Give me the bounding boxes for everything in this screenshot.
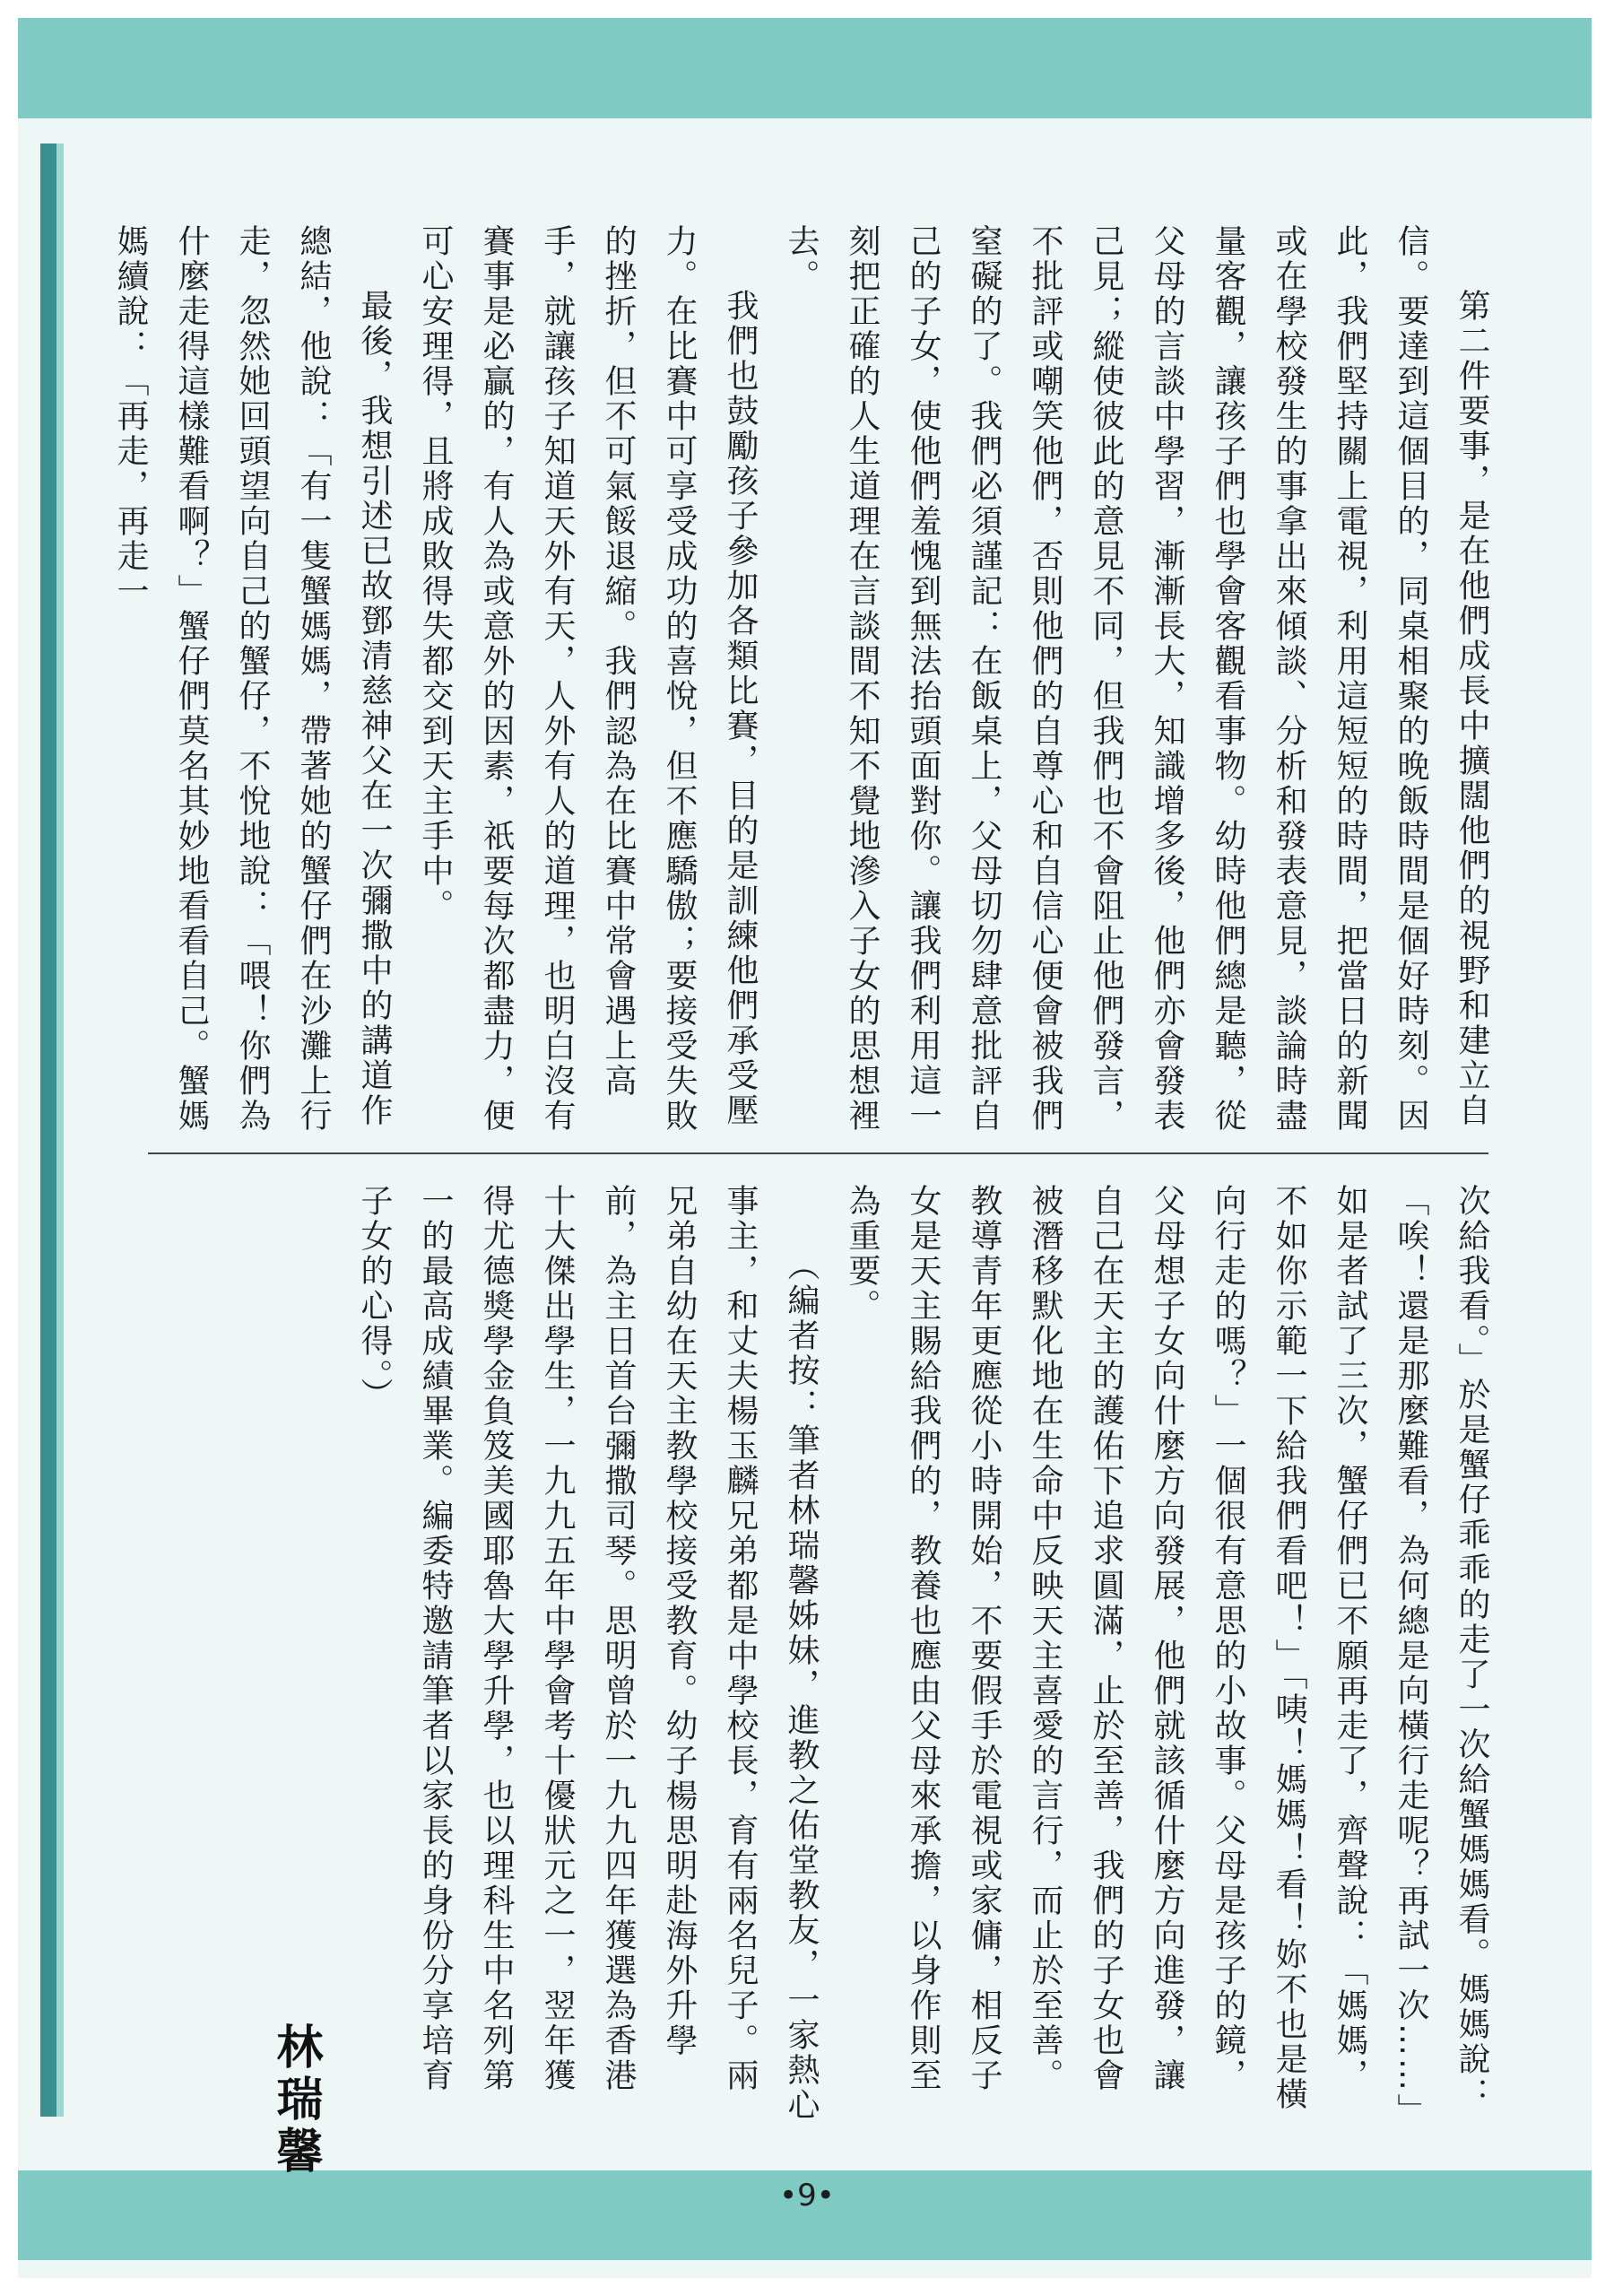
article-upper-column (100, 224, 1502, 1139)
article-paragraph: 我們也鼓勵孩子參加各類比賽，目的是訓練他們承受壓力。在比賽中可享受成功的喜悅，但不應驕傲；要接受失敗的挫折，但不可氣餒退縮。我們認為在比賽中常會遇上高手，就讓孩子知道天外有天，人外有人的道理，也明白沒有賽事是必贏的，有人為或意外的因素，祇要每次都盡力，便可心安理得，且將成敗得失都交到天主手中。 (417, 224, 759, 1134)
left-accent-bar (40, 144, 56, 2117)
article-paragraph: 次給我看。」於是蟹仔乖乖的走了一次給蟹媽媽看。媽媽說：「唉！還是那麼難看，為何總是向橫行走呢？再試一次……」如是者試了三次，蟹仔們已不願再走了，齊聲說：「媽媽，不如你示範一下給我們看吧！」「咦！媽媽！看！妳不也是橫向行走的嗎？」一個很有意思的小故事。父母是孩子的鏡，父母想子女向什麼方向發展，他們就該循什麼方向進發，讓自己在天主的護佑下追求圓滿，止於至善，我們的子女也會被潛移默化地在生命中反映天主喜愛的言行，而止於至善。教導青年更應從小時開始，不要假手於電視或家傭，相反子女是天主賜給我們的，教養也應由父母來承擔，以身作則至為重要。 (844, 1184, 1490, 2112)
page-number: •9• (779, 2178, 835, 2213)
article-paragraph: 第二件要事，是在他們成長中擴闊他們的視野和建立自信。要達到這個目的，同桌相聚的晚飯時間是個好時刻。因此，我們堅持關上電視，利用這短短的時間，把當日的新聞或在學校發生的事拿出來傾談、分析和發表意見，談論時盡量客觀，讓孩子們也學會客觀看事物。幼時他們總是聽，從父母的言談中學習，漸漸長大，知識增多後，他們亦會發表己見；縱使彼此的意見不同，但我們也不會阻止他們發言，不批評或嘲笑他們，否則他們的自尊心和自信心便會被我們窒礙的了。我們必須謹記：在飯桌上，父母切勿肆意批評自己的子女，使他們羞愧到無法抬頭面對你。讓我們利用這一刻把正確的人生道理在言談間不知不覺地滲入子女的思想裡去。 (783, 224, 1490, 1134)
author-signature: 林瑞馨 (268, 2022, 323, 2179)
left-accent-bar-light (56, 144, 64, 2117)
article-paragraph: 最後，我想引述已故鄧清慈神父在一次彌撒中的講道作總結，他說：「有一隻蟹媽媽，帶著她的蟹仔們在沙灘上行走，忽然她回頭望向自己的蟹仔，不悅地說：「喂！你們為什麼走得這樣難看啊？」蟹仔們莫名其妙地看看自己。蟹媽媽續說：「再走，再走一 (112, 224, 393, 1134)
column-divider (148, 1152, 1488, 1154)
top-teal-band (18, 18, 1592, 118)
editor-note: （編者按：筆者林瑞馨姊妹，進教之佑堂教友，一家熱心事主，和丈夫楊玉麟兄弟都是中學校長，育有兩名兒子。兩兄弟自幼在天主教學校接受教育。幼子楊思明赴海外升學前，為主日首台彌撒司琴。思明曾於一九九四年獲選為香港十大傑出學生，一九九五年中學會考十優狀元之一，翌年獲得尤德獎學金負笈美國耶魯大學升學，也以理科生中名列第一的最高成績畢業。編委特邀請筆者以家長的身份分享培育子女的心得。） (356, 1184, 820, 2123)
article-lower-column (343, 1184, 1502, 2126)
